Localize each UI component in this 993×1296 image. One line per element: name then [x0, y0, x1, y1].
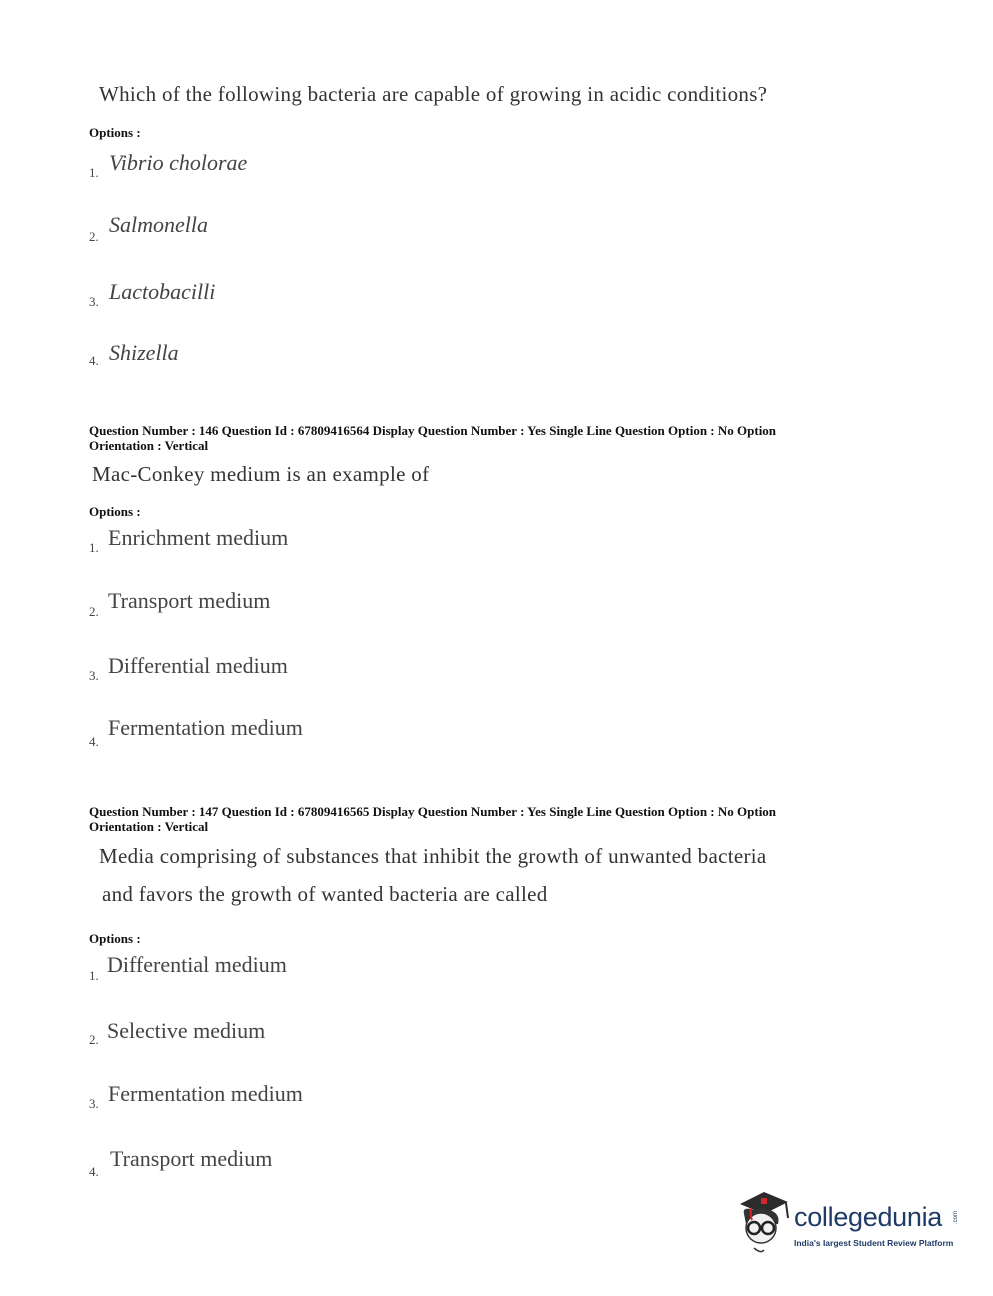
- option-number: 4.: [89, 1164, 99, 1179]
- question-meta-line2: Orientation : Vertical: [89, 438, 209, 453]
- student-mascot-icon: [734, 1188, 792, 1256]
- option-text: Shizella: [109, 340, 179, 365]
- question-147-text-line1: Media comprising of substances that inhibit the growth of unwanted bacteria: [99, 844, 767, 868]
- option-number: 2.: [89, 1032, 99, 1047]
- option-text: Transport medium: [110, 1146, 273, 1171]
- option-number: 1.: [89, 540, 99, 555]
- option-text: Transport medium: [108, 588, 271, 613]
- question-meta-line1: Question Number : 147 Question Id : 67809416565 Display Question Number : Yes Single Line Question Option : No Option: [89, 804, 777, 819]
- option-number: 1.: [89, 165, 99, 180]
- option-number: 3.: [89, 294, 99, 309]
- option-text: Vibrio cholorae: [109, 150, 248, 175]
- logo-tagline: India's largest Student Review Platform: [794, 1238, 954, 1248]
- collegedunia-logo: [734, 1188, 964, 1256]
- options-label: Options :: [89, 504, 141, 519]
- option-text: Fermentation medium: [108, 715, 303, 740]
- option-text: Fermentation medium: [108, 1081, 303, 1106]
- option-number: 4.: [89, 734, 99, 749]
- option-text: Enrichment medium: [108, 525, 289, 550]
- option-number: 3.: [89, 1096, 99, 1111]
- question-145-text: Which of the following bacteria are capable of growing in acidic conditions?: [99, 82, 768, 106]
- logo-domain-suffix: .com: [953, 1211, 959, 1225]
- option-number: 1.: [89, 968, 99, 983]
- option-text: Differential medium: [107, 952, 287, 977]
- option-text: Lactobacilli: [109, 279, 216, 304]
- options-label: Options :: [89, 931, 141, 946]
- option-text: Selective medium: [107, 1018, 266, 1043]
- option-number: 2.: [89, 604, 99, 619]
- options-label: Options :: [89, 125, 141, 140]
- question-147-text-line2: and favors the growth of wanted bacteria are called: [102, 882, 548, 906]
- question-146-text: Mac-Conkey medium is an example of: [92, 462, 430, 486]
- option-number: 2.: [89, 229, 99, 244]
- question-meta-line2: Orientation : Vertical: [89, 819, 209, 834]
- logo-wordmark: collegedunia: [794, 1202, 943, 1232]
- question-meta: [89, 423, 776, 453]
- option-text: Differential medium: [108, 653, 288, 678]
- option-number: 3.: [89, 668, 99, 683]
- option-number: 4.: [89, 353, 99, 368]
- question-meta: [89, 804, 776, 834]
- option-text: Salmonella: [109, 212, 208, 237]
- question-meta-line1: Question Number : 146 Question Id : 67809416564 Display Question Number : Yes Single Line Question Option : No Option: [89, 423, 777, 438]
